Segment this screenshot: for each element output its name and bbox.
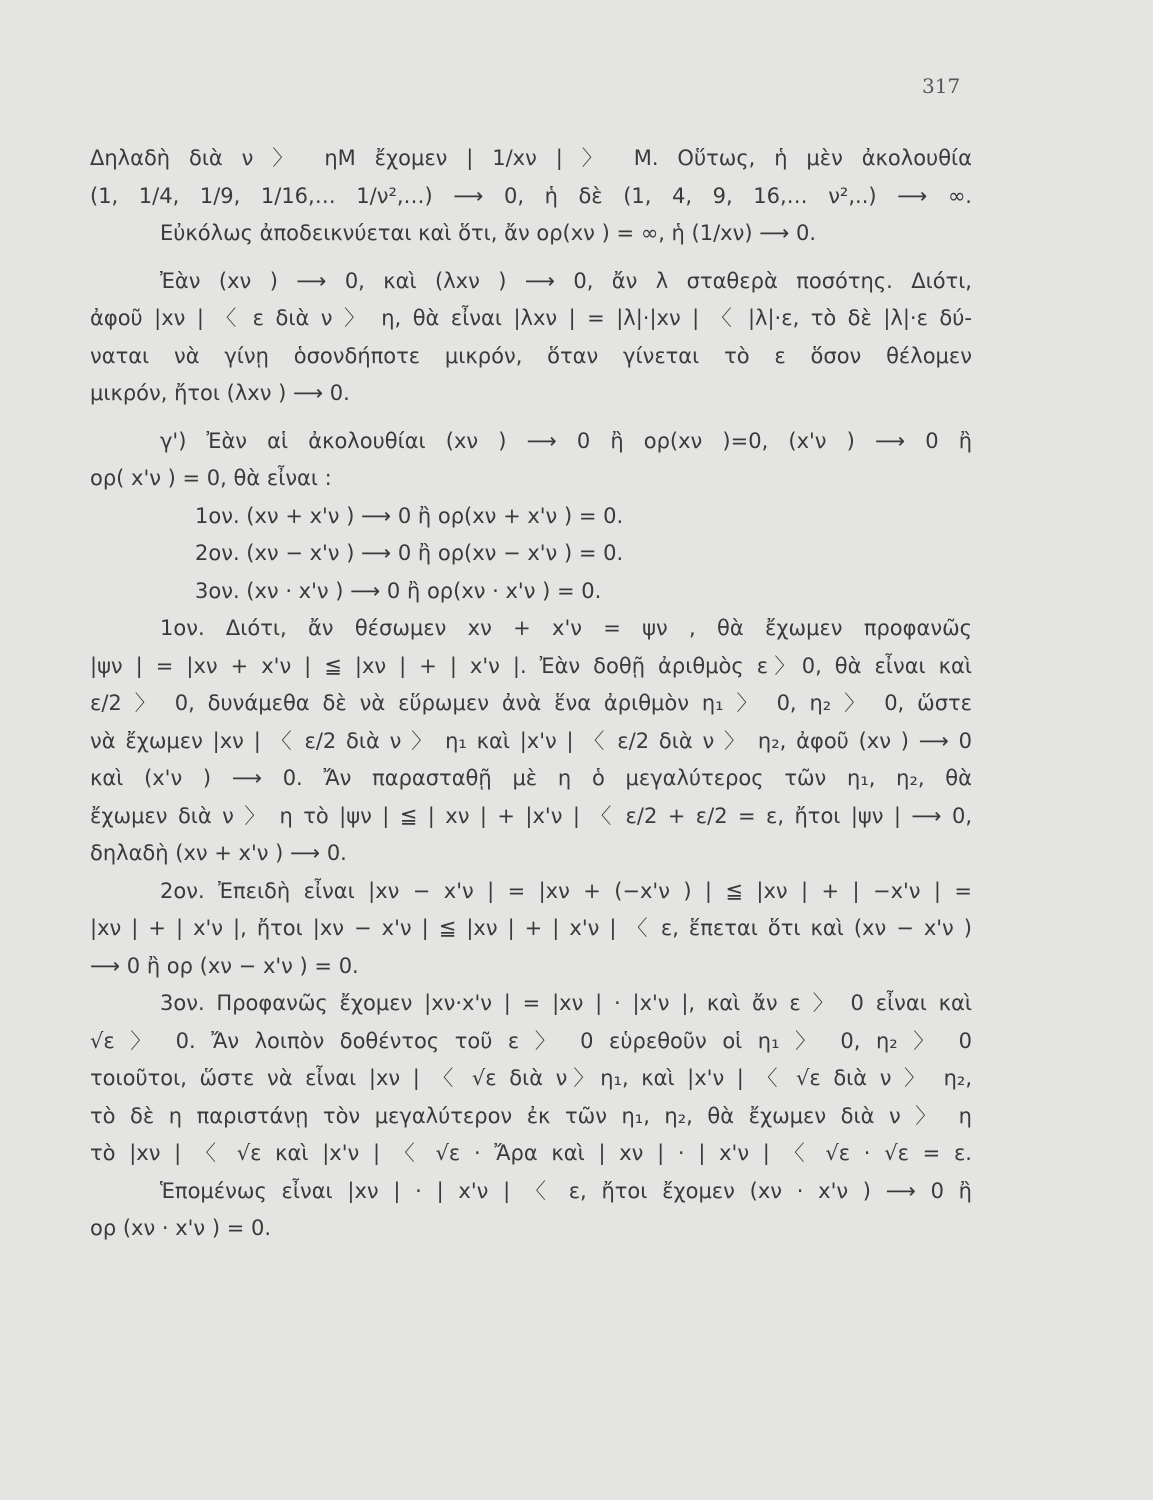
page-body [90,140,972,1248]
text-line: γ') Ἐὰν αἱ ἀκολουθίαι (xν ) ⟶ 0 ἢ ορ(xν )=0, (x'ν ) ⟶ 0 ἢ [160,428,972,453]
text-line: ορ( x'ν ) = 0, θὰ εἶναι : [90,466,332,490]
text-line: ἔχωμεν διὰ ν 〉 η τὸ |ψν | ≦ | xν | + |x'ν | 〈 ε/2 + ε/2 = ε, ἤτοι |ψν | ⟶ 0, [90,803,972,828]
text-line: 3ον. Προφανῶς ἔχομεν |xν·x'ν | = |xν | · |x'ν |, καὶ ἄν ε 〉 0 εἶναι καὶ [160,991,972,1015]
text-line: Εὐκόλως ἀποδεικνύεται καὶ ὅτι, ἄν ορ(xν ) = ∞, ἡ (1/xν) ⟶ 0. [160,221,817,245]
text-line: (1, 1/4, 1/9, 1/16,… 1/ν²,…) ⟶ 0, ἡ δὲ (1, 4, 9, 16,… ν²,..) ⟶ ∞. [90,183,972,208]
text-line: ορ (xν · x'ν ) = 0. [90,1216,272,1240]
text-line: ε/2 〉 0, δυνάμεθα δὲ νὰ εὕρωμεν ἀνὰ ἕνα ἀριθμὸν η₁ 〉 0, η₂ 〉 0, ὥστε [90,691,972,715]
text-line: μικρόν, ἤτοι (λxν ) ⟶ 0. [90,381,350,405]
text-line: καὶ (x'ν ) ⟶ 0. Ἄν παρασταθῇ μὲ η ὁ μεγαλύτερος τῶν η₁, η₂, θὰ [90,766,972,790]
text-line: νὰ ἔχωμεν |xν | 〈 ε/2 διὰ ν 〉 η₁ καὶ |x'ν | 〈 ε/2 διὰ ν 〉 η₂, ἀφοῦ (xν ) ⟶ 0 [90,728,972,753]
text-line: Ἐὰν (xν ) ⟶ 0, καὶ (λxν ) ⟶ 0, ἄν λ σταθερὰ ποσότης. Διότι, [160,268,972,293]
text-line: τὸ δὲ η παριστάνῃ τὸν μεγαλύτερον ἐκ τῶν η₁, η₂, θὰ ἔχωμεν διὰ ν 〉 η [90,1103,972,1128]
text-line: |ψν | = |xν + x'ν | ≦ |xν | + | x'ν |. Ἐὰν δοθῇ ἀριθμὸς ε〉0, θὰ εἶναι καὶ [90,653,972,678]
text-line: 3ον. (xν · x'ν ) ⟶ 0 ἢ ορ(xν · x'ν ) = 0. [195,578,602,603]
text-line: τὸ |xν | 〈 √ε καὶ |x'ν | 〈 √ε · Ἄρα καὶ | xν | · | x'ν | 〈 √ε · √ε = ε. [90,1141,972,1165]
text-line: |xν | + | x'ν |, ἤτοι |xν − x'ν | ≦ |xν | + | x'ν | 〈 ε, ἕπεται ὅτι καὶ (xν − x'ν ) [90,916,972,940]
text-line: Ἑπομένως εἶναι |xν | · | x'ν | 〈 ε, ἤτοι ἔχομεν (xν · x'ν ) ⟶ 0 ἢ [160,1178,972,1203]
text-line: Δηλαδὴ διὰ ν 〉 ηM ἔχομεν | 1/xν | 〉 M. Οὕτως, ἡ μὲν ἀκολουθία [90,146,972,170]
text-line: ⟶ 0 ἢ ορ (xν − x'ν ) = 0. [90,953,359,978]
text-line: 2ον. (xν − x'ν ) ⟶ 0 ἢ ορ(xν − x'ν ) = 0. [195,541,624,565]
text-line: 1ον. Διότι, ἄν θέσωμεν xν + x'ν = ψν , θὰ ἔχωμεν προφανῶς [160,616,972,640]
text-line: τοιοῦτοι, ὥστε νὰ εἶναι |xν | 〈 √ε διὰ ν〉η₁, καὶ |x'ν | 〈 √ε διὰ ν 〉 η₂, [90,1066,972,1090]
text-line: δηλαδὴ (xν + x'ν ) ⟶ 0. [90,841,347,865]
text-line: 2ον. Ἐπειδὴ εἶναι |xν − x'ν | = |xν + (−x'ν ) | ≦ |xν | + | −x'ν | = [160,878,972,903]
text-line: ἀφοῦ |xν | 〈 ε διὰ ν 〉 η, θὰ εἶναι |λxν | = |λ|·|xν | 〈 |λ|·ε, τὸ δὲ |λ|·ε δύ- [90,306,972,330]
text-line: 1ον. (xν + x'ν ) ⟶ 0 ἢ ορ(xν + x'ν ) = 0. [195,503,624,528]
text-line: √ε 〉 0. Ἄν λοιπὸν δοθέντος τοῦ ε 〉 0 εὑρεθοῦν οἱ η₁ 〉 0, η₂ 〉 0 [90,1028,972,1053]
page-number: 317 [922,74,961,98]
text-line: ναται νὰ γίνῃ ὁσονδήποτε μικρόν, ὅταν γίνεται τὸ ε ὅσον θέλομεν [90,343,972,368]
